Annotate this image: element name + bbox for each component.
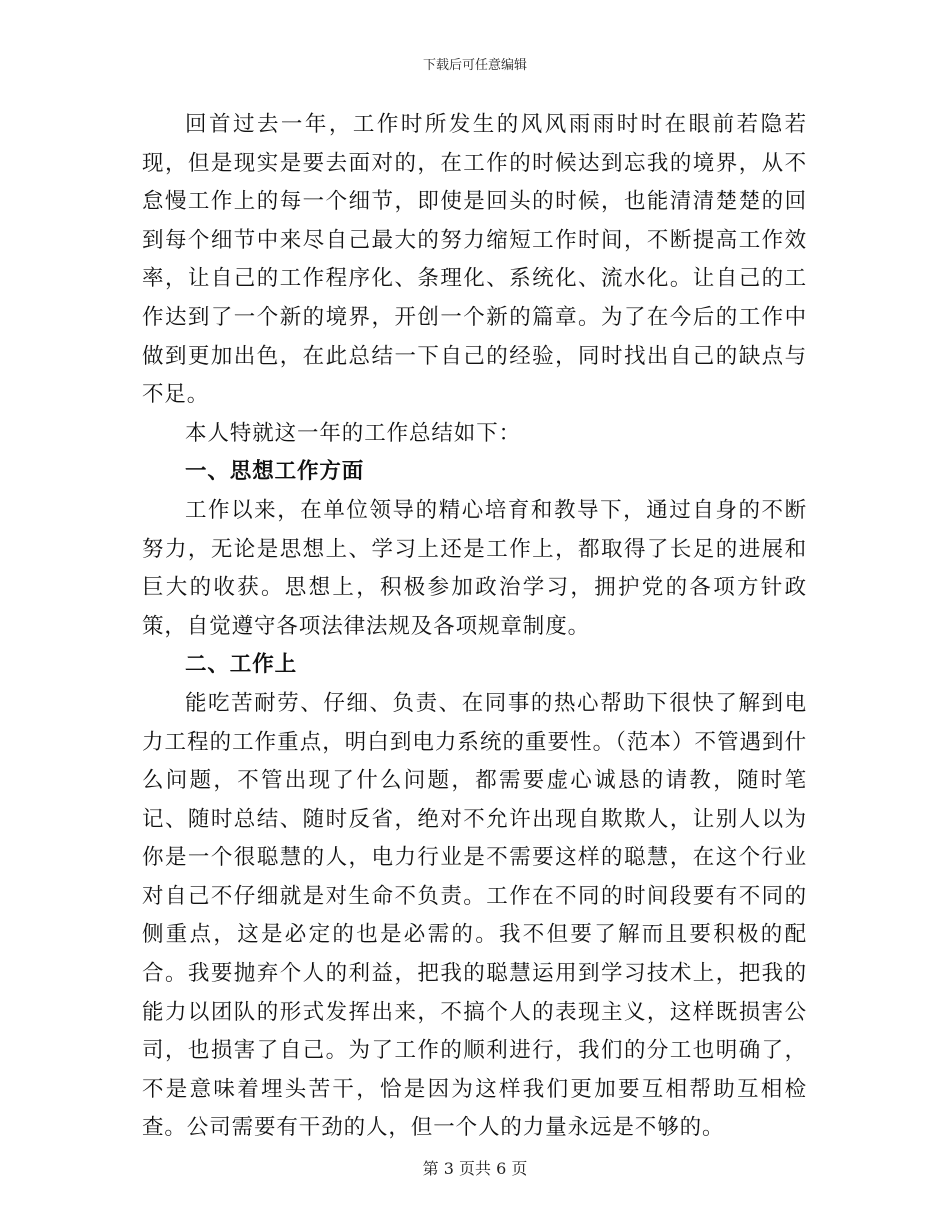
paragraph-intro: 回首过去一年，工作时所发生的风风雨雨时时在眼前若隐若现，但是现实是要去面对的，在工作的时候达到忘我的境界，从不怠慢工作上的每一个细节，即使是回头的时候，也能清清楚楚的回到每个细节中来尽自己最大的努力缩短工作时间，不断提高工作效率，让自己的工作程序化、条理化、系统化、流水化。让自己的工作达到了一个新的境界，开创一个新的篇章。为了在今后的工作中做到更加出色，在此总结一下自己的经验，同时找出自己的缺点与不足。 (142, 112, 807, 408)
paragraph-work: 能吃苦耐劳、仔细、负责、在同事的热心帮助下很快了解到电力工程的工作重点，明白到电力系统的重要性。（范本）不管遇到什么问题，不管出现了什么问题，都需要虚心诚恳的请教，随时笔记、随时总结、随时反省，绝对不允许出现自欺欺人，让别人以为你是一个很聪慧的人，电力行业是不需要这样的聪慧，在这个行业对自己不仔细就是对生命不负责。工作在不同的时间段要有不同的侧重点，这是必定的也是必需的。我不但要了解而且要积极的配合。我要抛弃个人的利益，把我的聪慧运用到学习技术上，把我的能力以团队的形式发挥出来，不搞个人的表现主义，这样既损害公司，也损害了自己。为了工作的顺利进行，我们的分工也明确了，不是意味着埋头苦干，恰是因为这样我们更加要互相帮助互相检查。公司需要有干劲的人，但一个人的力量永远是不够的。 (142, 690, 807, 1141)
page-header: 下载后可任意编辑 (422, 58, 527, 73)
section-heading-thought: 一、思想工作方面 (185, 459, 365, 485)
page-footer: 第 3 页共 6 页 (422, 1159, 528, 1178)
document-body (142, 106, 807, 1148)
paragraph-thought: 工作以来，在单位领导的精心培育和教导下，通过自身的不断努力，无论是思想上、学习上还是工作上，都取得了长足的进展和巨大的收获。思想上，积极参加政治学习，拥护党的各项方针政策，自觉遵守各项法律法规及各项规章制度。 (142, 497, 807, 639)
paragraph-summary-lead: 本人特就这一年的工作总结如下： (185, 420, 522, 446)
section-heading-work: 二、工作上 (185, 652, 298, 678)
